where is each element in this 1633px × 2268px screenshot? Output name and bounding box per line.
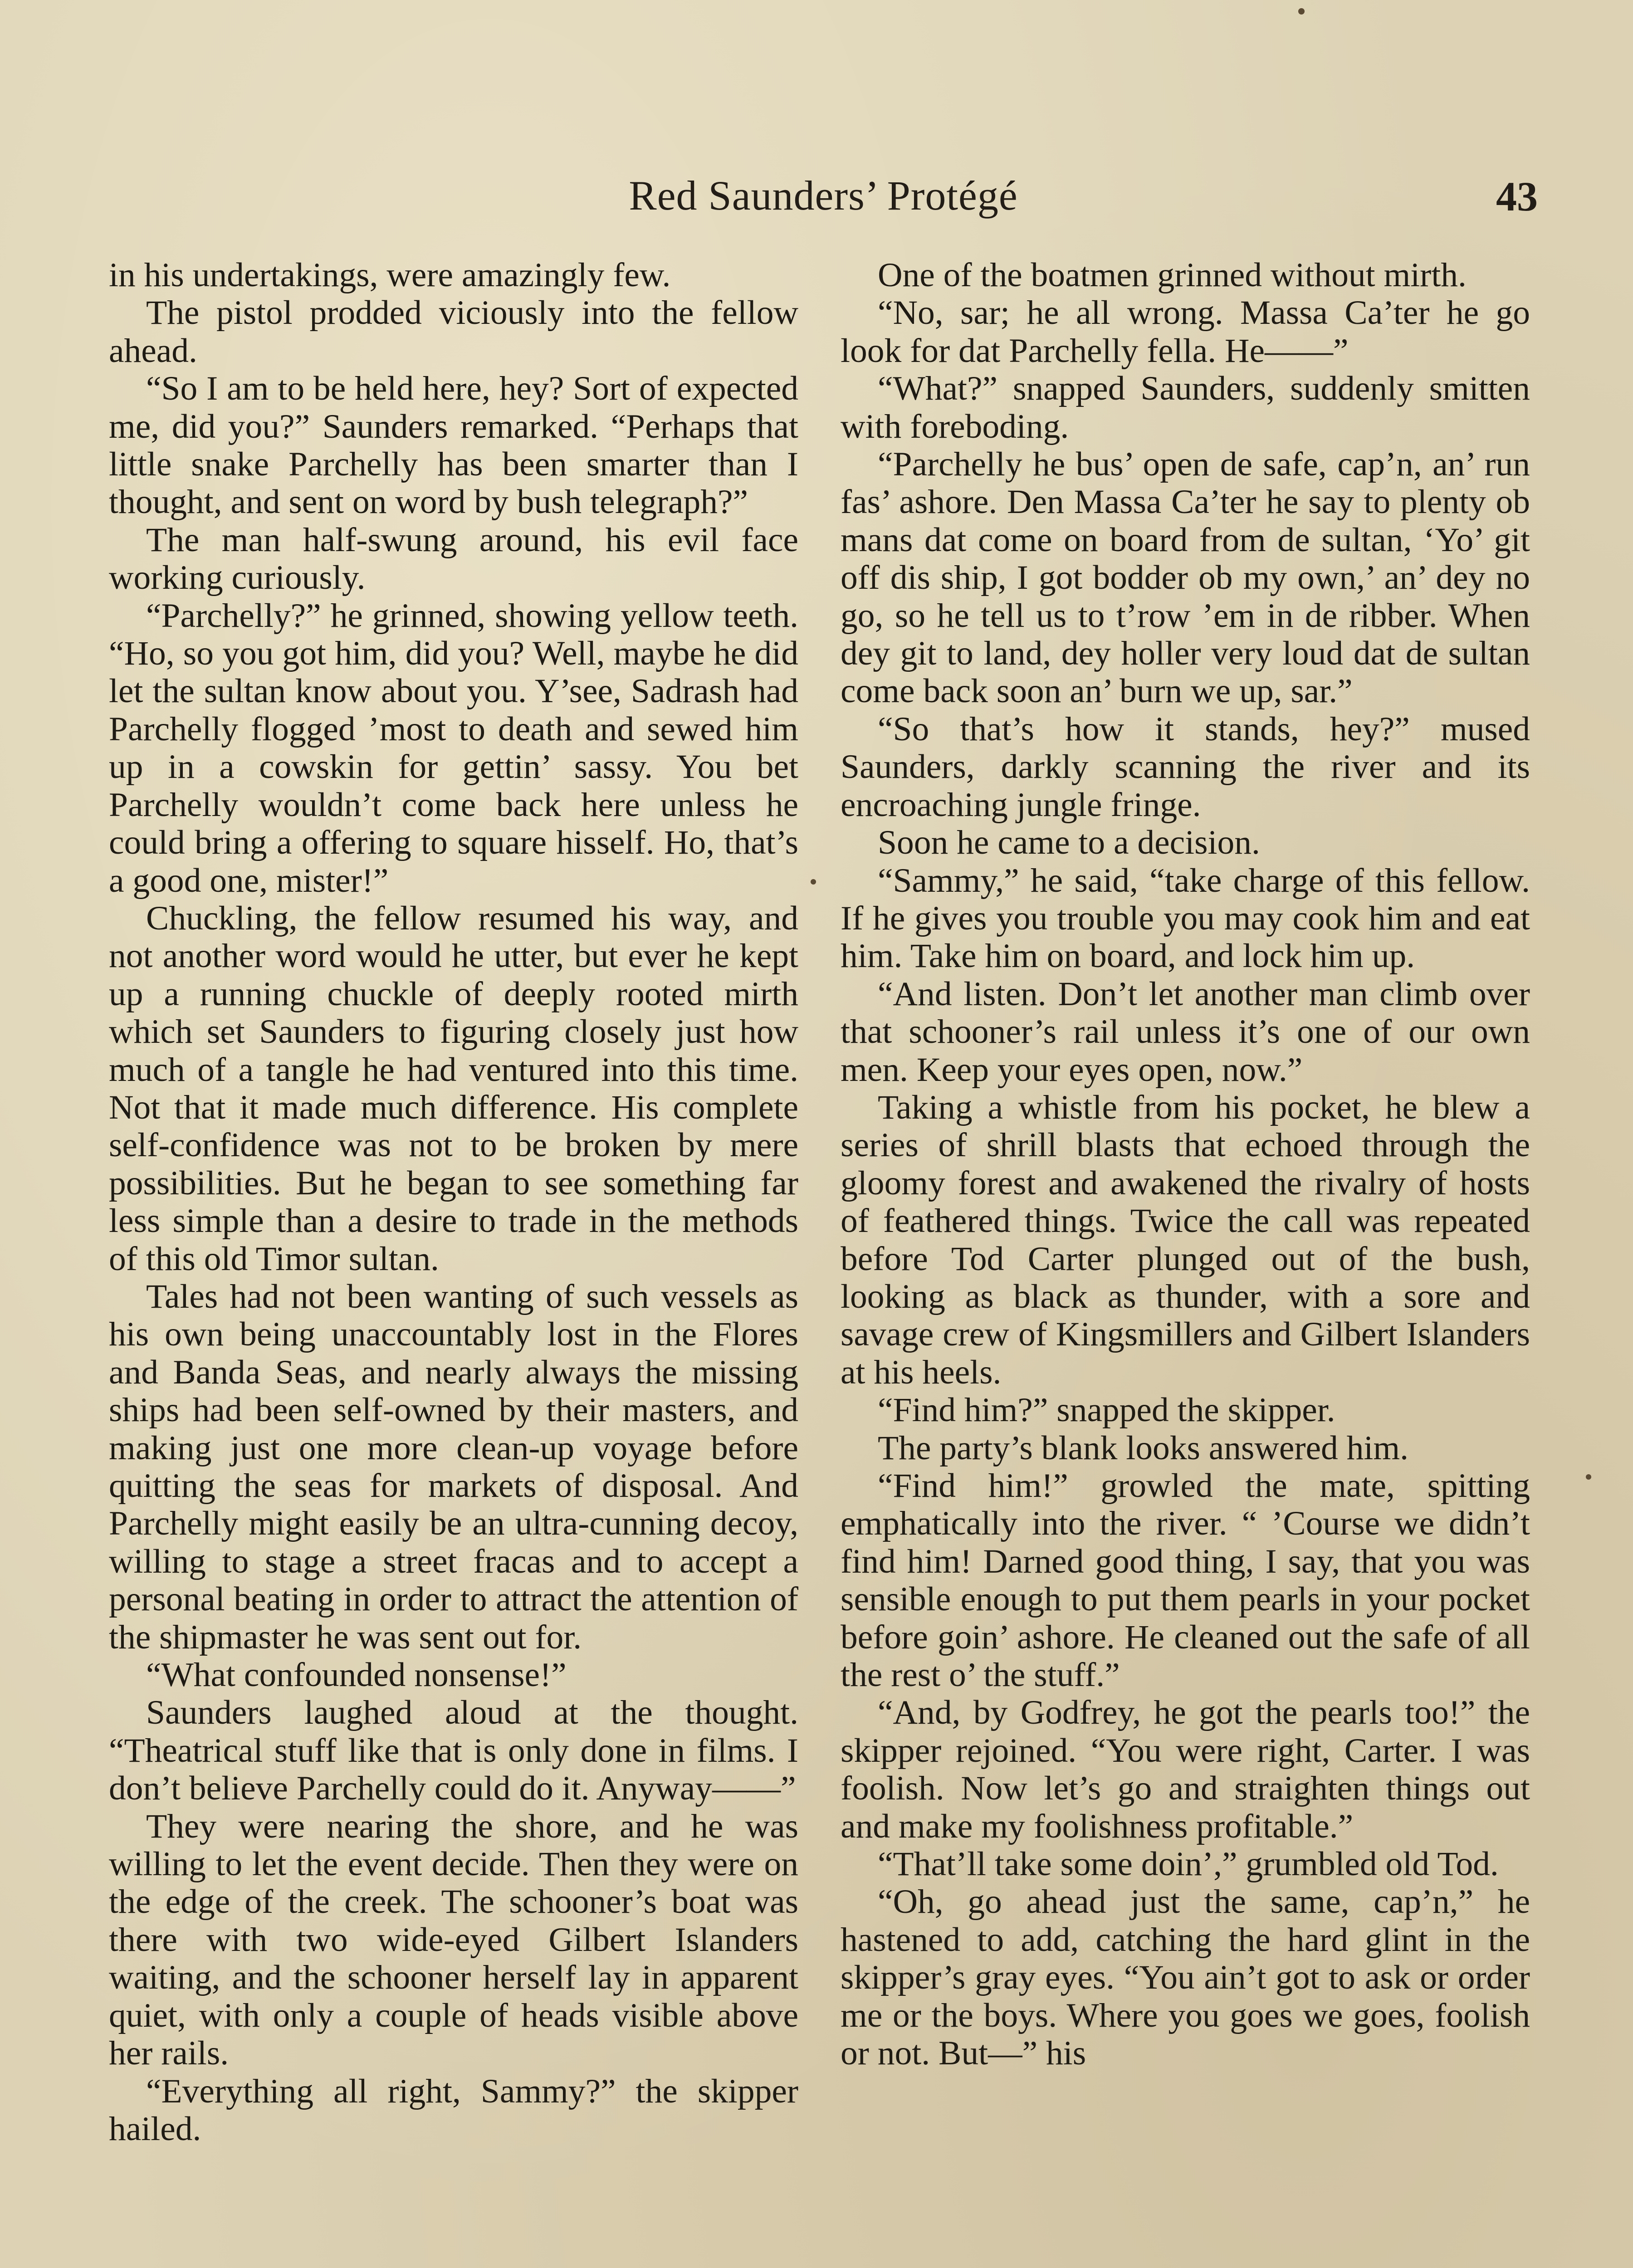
paragraph: Saunders laughed aloud at the thought. “Theatrical stuff like that is only done in films. I don’t believe Parchelly could do it. Anyway——” — [109, 1694, 798, 1808]
running-head: Red Saunders’ Protégé — [629, 172, 1018, 219]
right-column — [841, 256, 1530, 2268]
paragraph: “That’ll take some doin’,” grumbled old Tod. — [878, 1845, 1499, 1883]
paragraph: “What?” snapped Saunders, suddenly smitten with foreboding. — [841, 370, 1530, 445]
paragraph: “What confounded nonsense!” — [146, 1656, 567, 1694]
paragraph: “And, by Godfrey, he got the pearls too!” the skipper rejoined. “You were right, Carter. I was foolish. Now let’s go and straighten things out and make my foolishness profitable.” — [841, 1694, 1530, 1845]
paragraph: “So I am to be held here, hey? Sort of expected me, did you?” Saunders remarked. “Perhaps that little snake Parchelly has been smarter than I thought, and sent on word by bush telegraph?” — [109, 370, 798, 521]
paragraph: “No, sar; he all wrong. Massa Ca’ter he go look for dat Parchelly fella. He——” — [841, 294, 1530, 370]
paragraph: They were nearing the shore, and he was willing to let the event decide. Then they were on the edge of the creek. The schooner’s boat was there with two wide-eyed Gilbert Islanders waiting, and the schooner herself lay in apparent quiet, with only a couple of heads visible above her rails. — [109, 1807, 798, 2072]
ink-speck — [811, 879, 816, 885]
paragraph: The party’s blank looks answered him. — [878, 1429, 1408, 1467]
paragraph: “And listen. Don’t let another man climb over that schooner’s rail unless it’s one of our own men. Keep your eyes open, now.” — [841, 975, 1530, 1089]
paragraph: “Parchelly he bus’ open de safe, cap’n, an’ run fas’ ashore. Den Massa Ca’ter he say to plenty ob mans dat come on board from de sultan, ‘Yo’ git off dis ship, I got bodder ob my own,’ an’ dey no go, so he tell us to t’row ’em in de ribber. When dey git to land, dey holler very loud dat de sultan come back soon an’ burn we up, sar.” — [841, 445, 1530, 710]
paragraph: The pistol prodded viciously into the fellow ahead. — [109, 294, 798, 370]
paragraph: “Find him?” snapped the skipper. — [878, 1391, 1335, 1429]
paragraph: The man half-swung around, his evil face working curiously. — [109, 521, 798, 597]
left-column — [109, 256, 798, 2268]
paragraph: Soon he came to a decision. — [878, 824, 1260, 862]
paragraph: One of the boatmen grinned without mirth. — [878, 256, 1467, 294]
paragraph: in his undertakings, were amazingly few. — [109, 256, 671, 294]
ink-speck — [1586, 1474, 1591, 1480]
paragraph: Tales had not been wanting of such vessels as his own being unaccountably lost in the Flores and Banda Seas, and nearly always the missing ships had been self-owned by their masters, and making just one more clean-up voyage before quitting the seas for markets of disposal. And Parchelly might easily be an ultra-cunning decoy, willing to stage a street fracas and to accept a personal beating in order to attract the attention of the shipmaster he was sent out for. — [109, 1277, 798, 1656]
paragraph: “Sammy,” he said, “take charge of this fellow. If he gives you trouble you may cook him and eat him. Take him on board, and lock him up. — [841, 861, 1530, 975]
paragraph: Taking a whistle from his pocket, he blew a series of shrill blasts that echoed through the gloomy forest and awakened the rivalry of hosts of feathered things. Twice the call was repeated before Tod Carter plunged out of the bush, looking as black as thunder, with a sore and savage crew of Kingsmillers and Gilbert Islanders at his heels. — [841, 1088, 1530, 1391]
paragraph: “So that’s how it stands, hey?” mused Saunders, darkly scanning the river and its encroaching jungle fringe. — [841, 710, 1530, 824]
paragraph: Chuckling, the fellow resumed his way, and not another word would he utter, but ever he kept up a running chuckle of deeply rooted mirth which set Saunders to figuring closely just how much of a tangle he had ventured into this time. Not that it made much difference. His complete self-confidence was not to be broken by mere possibilities. But he began to see something far less simple than a desire to trade in the methods of this old Timor sultan. — [109, 899, 798, 1278]
paragraph: “Parchelly?” he grinned, showing yellow teeth. “Ho, so you got him, did you? Well, maybe he did let the sultan know about you. Y’see, Sadrash had Parchelly flogged ’most to death and sewed him up in a cowskin for gettin’ sassy. You bet Parchelly wouldn’t come back here unless he could bring a offering to square hisself. Ho, that’s a good one, mister!” — [109, 596, 798, 899]
paragraph: “Find him!” growled the mate, spitting emphatically into the river. “ ’Course we didn’t find him! Darned good thing, I say, that you was sensible enough to put them pearls in your pocket before goin’ ashore. He cleaned out the safe of all the rest o’ the stuff.” — [841, 1467, 1530, 1694]
paragraph: “Everything all right, Sammy?” the skipper hailed. — [109, 2072, 798, 2148]
paragraph: “Oh, go ahead just the same, cap’n,” he hastened to add, catching the hard glint in the skipper’s gray eyes. “You ain’t got to ask or order me or the boys. Where you goes we goes, foolish or not. But—” his — [841, 1883, 1530, 2072]
page-number: 43 — [1496, 173, 1538, 220]
ink-speck — [1298, 8, 1305, 15]
page-header — [109, 163, 1538, 231]
